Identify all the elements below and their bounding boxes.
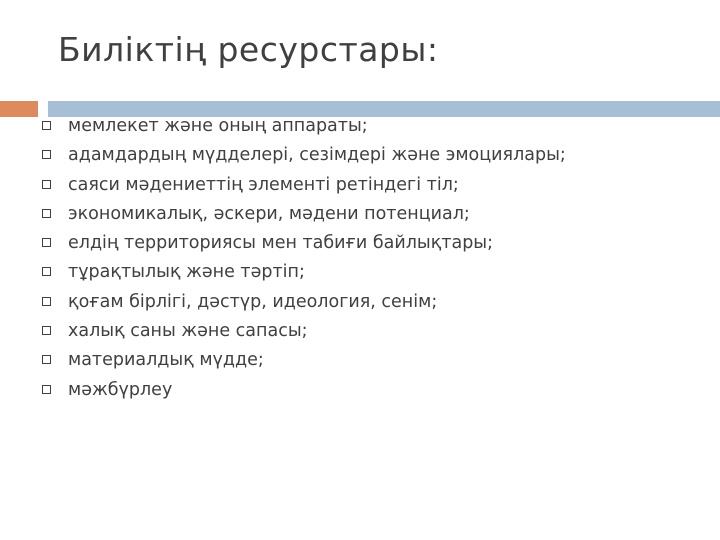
list-item-text: елдің территориясы мен табиғи байлықтары; (68, 233, 494, 254)
list-item (0, 200, 720, 229)
square-bullet-icon (42, 209, 51, 218)
list-item (0, 376, 720, 405)
list-item (0, 346, 720, 375)
list-item-text: адамдардың мүдделері, сезімдері және эмоциялары; (68, 145, 566, 166)
square-bullet-icon (42, 355, 51, 364)
list-item-text: мәжбүрлеу (68, 379, 173, 400)
list-item (0, 171, 720, 200)
list-item (0, 288, 720, 317)
list-item (0, 112, 720, 141)
square-bullet-icon (42, 180, 51, 189)
square-bullet-icon (42, 238, 51, 247)
bullet-list (0, 112, 720, 405)
list-item-text: мемлекет және оның аппараты; (68, 116, 368, 136)
slide-title: Биліктің ресурстары: (58, 30, 439, 69)
list-item-text: тұрақтылық және тәртіп; (68, 262, 305, 283)
square-bullet-icon (42, 150, 51, 159)
list-item (0, 141, 720, 170)
square-bullet-icon (42, 385, 51, 394)
list-item-text: материалдық мүдде; (68, 350, 264, 371)
square-bullet-icon (42, 297, 51, 306)
list-item-text: саяси мәдениеттің элементі ретіндегі тіл; (68, 174, 459, 195)
list-item-text: қоғам бірлігі, дәстүр, идеология, сенім; (68, 291, 438, 312)
list-item (0, 258, 720, 287)
list-item (0, 317, 720, 346)
square-bullet-icon (42, 267, 51, 276)
list-item-text: экономикалық, әскери, мәдени потенциал; (68, 203, 470, 224)
list-item (0, 229, 720, 258)
square-bullet-icon (42, 121, 51, 130)
square-bullet-icon (42, 326, 51, 335)
list-item-text: халық саны және сапасы; (68, 321, 308, 342)
